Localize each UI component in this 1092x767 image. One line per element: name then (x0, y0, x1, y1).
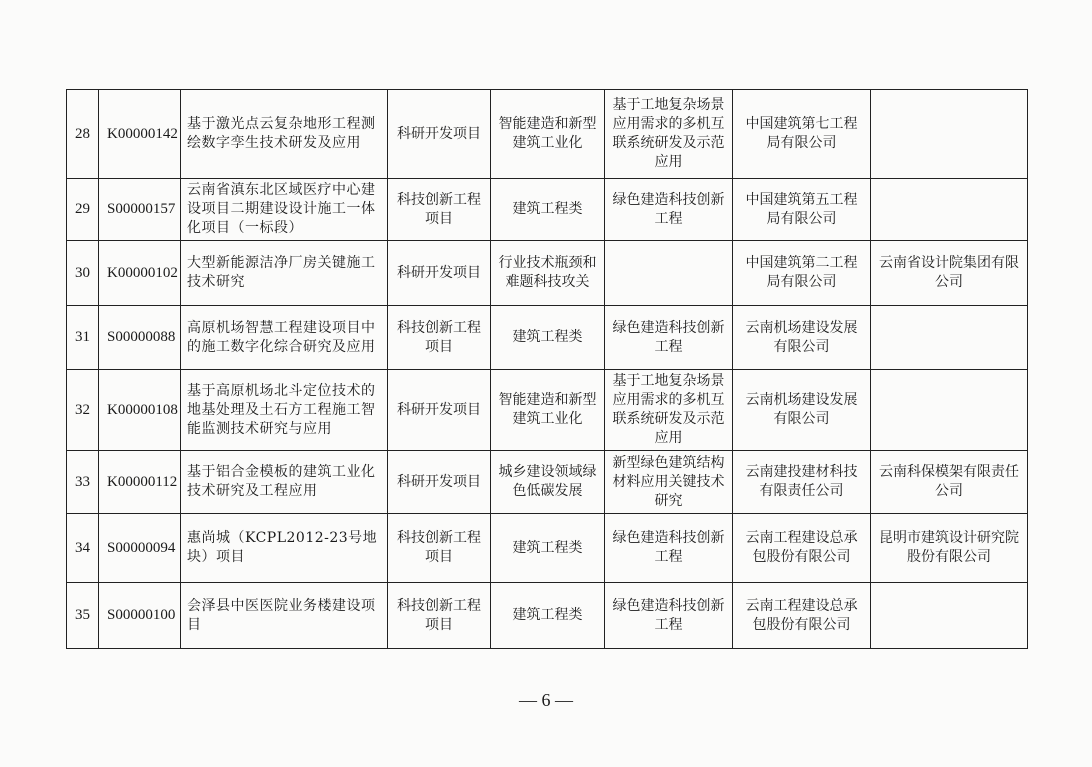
partner-unit: 云南省设计院集团有限公司 (871, 241, 1028, 306)
lead-unit: 中国建筑第五工程局有限公司 (733, 179, 871, 241)
project-code: K00000112 (99, 451, 181, 514)
project-field: 建筑工程类 (491, 583, 605, 649)
project-category: 科技创新工程项目 (388, 583, 491, 649)
table-row (67, 370, 1028, 451)
lead-unit: 云南建投建材科技有限责任公司 (733, 451, 871, 514)
partner-unit (871, 306, 1028, 370)
project-direction: 绿色建造科技创新工程 (605, 514, 733, 583)
project-title: 基于激光点云复杂地形工程测绘数字孪生技术研发及应用 (181, 90, 388, 179)
project-direction: 绿色建造科技创新工程 (605, 306, 733, 370)
project-direction: 绿色建造科技创新工程 (605, 179, 733, 241)
table-row (67, 90, 1028, 179)
project-category: 科研开发项目 (388, 370, 491, 451)
project-category: 科技创新工程项目 (388, 179, 491, 241)
lead-unit: 中国建筑第七工程局有限公司 (733, 90, 871, 179)
page-number: — 6 — (519, 690, 573, 710)
project-direction (605, 241, 733, 306)
partner-unit (871, 179, 1028, 241)
row-number: 34 (67, 514, 99, 583)
project-field: 建筑工程类 (491, 306, 605, 370)
lead-unit: 云南工程建设总承包股份有限公司 (733, 514, 871, 583)
project-code: K00000142 (99, 90, 181, 179)
project-code: S00000157 (99, 179, 181, 241)
table-row (67, 179, 1028, 241)
project-category: 科技创新工程项目 (388, 306, 491, 370)
project-code: K00000108 (99, 370, 181, 451)
project-code: K00000102 (99, 241, 181, 306)
project-direction: 绿色建造科技创新工程 (605, 583, 733, 649)
row-number: 35 (67, 583, 99, 649)
partner-unit (871, 90, 1028, 179)
table-row (67, 514, 1028, 583)
project-title: 基于铝合金模板的建筑工业化技术研究及工程应用 (181, 451, 388, 514)
table-row (67, 306, 1028, 370)
row-number: 32 (67, 370, 99, 451)
project-direction: 新型绿色建筑结构材料应用关键技术研究 (605, 451, 733, 514)
project-title: 高原机场智慧工程建设项目中的施工数字化综合研究及应用 (181, 306, 388, 370)
project-field: 行业技术瓶颈和难题科技攻关 (491, 241, 605, 306)
lead-unit: 中国建筑第二工程局有限公司 (733, 241, 871, 306)
lead-unit: 云南机场建设发展有限公司 (733, 306, 871, 370)
partner-unit: 昆明市建筑设计研究院股份有限公司 (871, 514, 1028, 583)
row-number: 28 (67, 90, 99, 179)
project-direction: 基于工地复杂场景应用需求的多机互联系统研发及示范应用 (605, 90, 733, 179)
row-number: 33 (67, 451, 99, 514)
project-table (66, 89, 1028, 649)
row-number: 31 (67, 306, 99, 370)
project-code: S00000088 (99, 306, 181, 370)
project-category: 科研开发项目 (388, 451, 491, 514)
project-code: S00000094 (99, 514, 181, 583)
project-field: 城乡建设领域绿色低碳发展 (491, 451, 605, 514)
lead-unit: 云南工程建设总承包股份有限公司 (733, 583, 871, 649)
partner-unit (871, 583, 1028, 649)
project-title: 惠尚城（KCPL2012-23号地块）项目 (181, 514, 388, 583)
project-code: S00000100 (99, 583, 181, 649)
project-field: 智能建造和新型建筑工业化 (491, 90, 605, 179)
project-title: 基于高原机场北斗定位技术的地基处理及土石方工程施工智能监测技术研究与应用 (181, 370, 388, 451)
lead-unit: 云南机场建设发展有限公司 (733, 370, 871, 451)
table-row (67, 583, 1028, 649)
project-direction: 基于工地复杂场景应用需求的多机互联系统研发及示范应用 (605, 370, 733, 451)
project-field: 建筑工程类 (491, 514, 605, 583)
project-title: 大型新能源洁净厂房关键施工技术研究 (181, 241, 388, 306)
table-row (67, 241, 1028, 306)
project-category: 科研开发项目 (388, 241, 491, 306)
project-category: 科研开发项目 (388, 90, 491, 179)
project-field: 建筑工程类 (491, 179, 605, 241)
project-title: 会泽县中医医院业务楼建设项目 (181, 583, 388, 649)
project-category: 科技创新工程项目 (388, 514, 491, 583)
partner-unit (871, 370, 1028, 451)
row-number: 29 (67, 179, 99, 241)
table-row (67, 451, 1028, 514)
project-title: 云南省滇东北区域医疗中心建设项目二期建设设计施工一体化项目（一标段） (181, 179, 388, 241)
project-field: 智能建造和新型建筑工业化 (491, 370, 605, 451)
table-body (67, 90, 1028, 649)
row-number: 30 (67, 241, 99, 306)
partner-unit: 云南科保模架有限责任公司 (871, 451, 1028, 514)
